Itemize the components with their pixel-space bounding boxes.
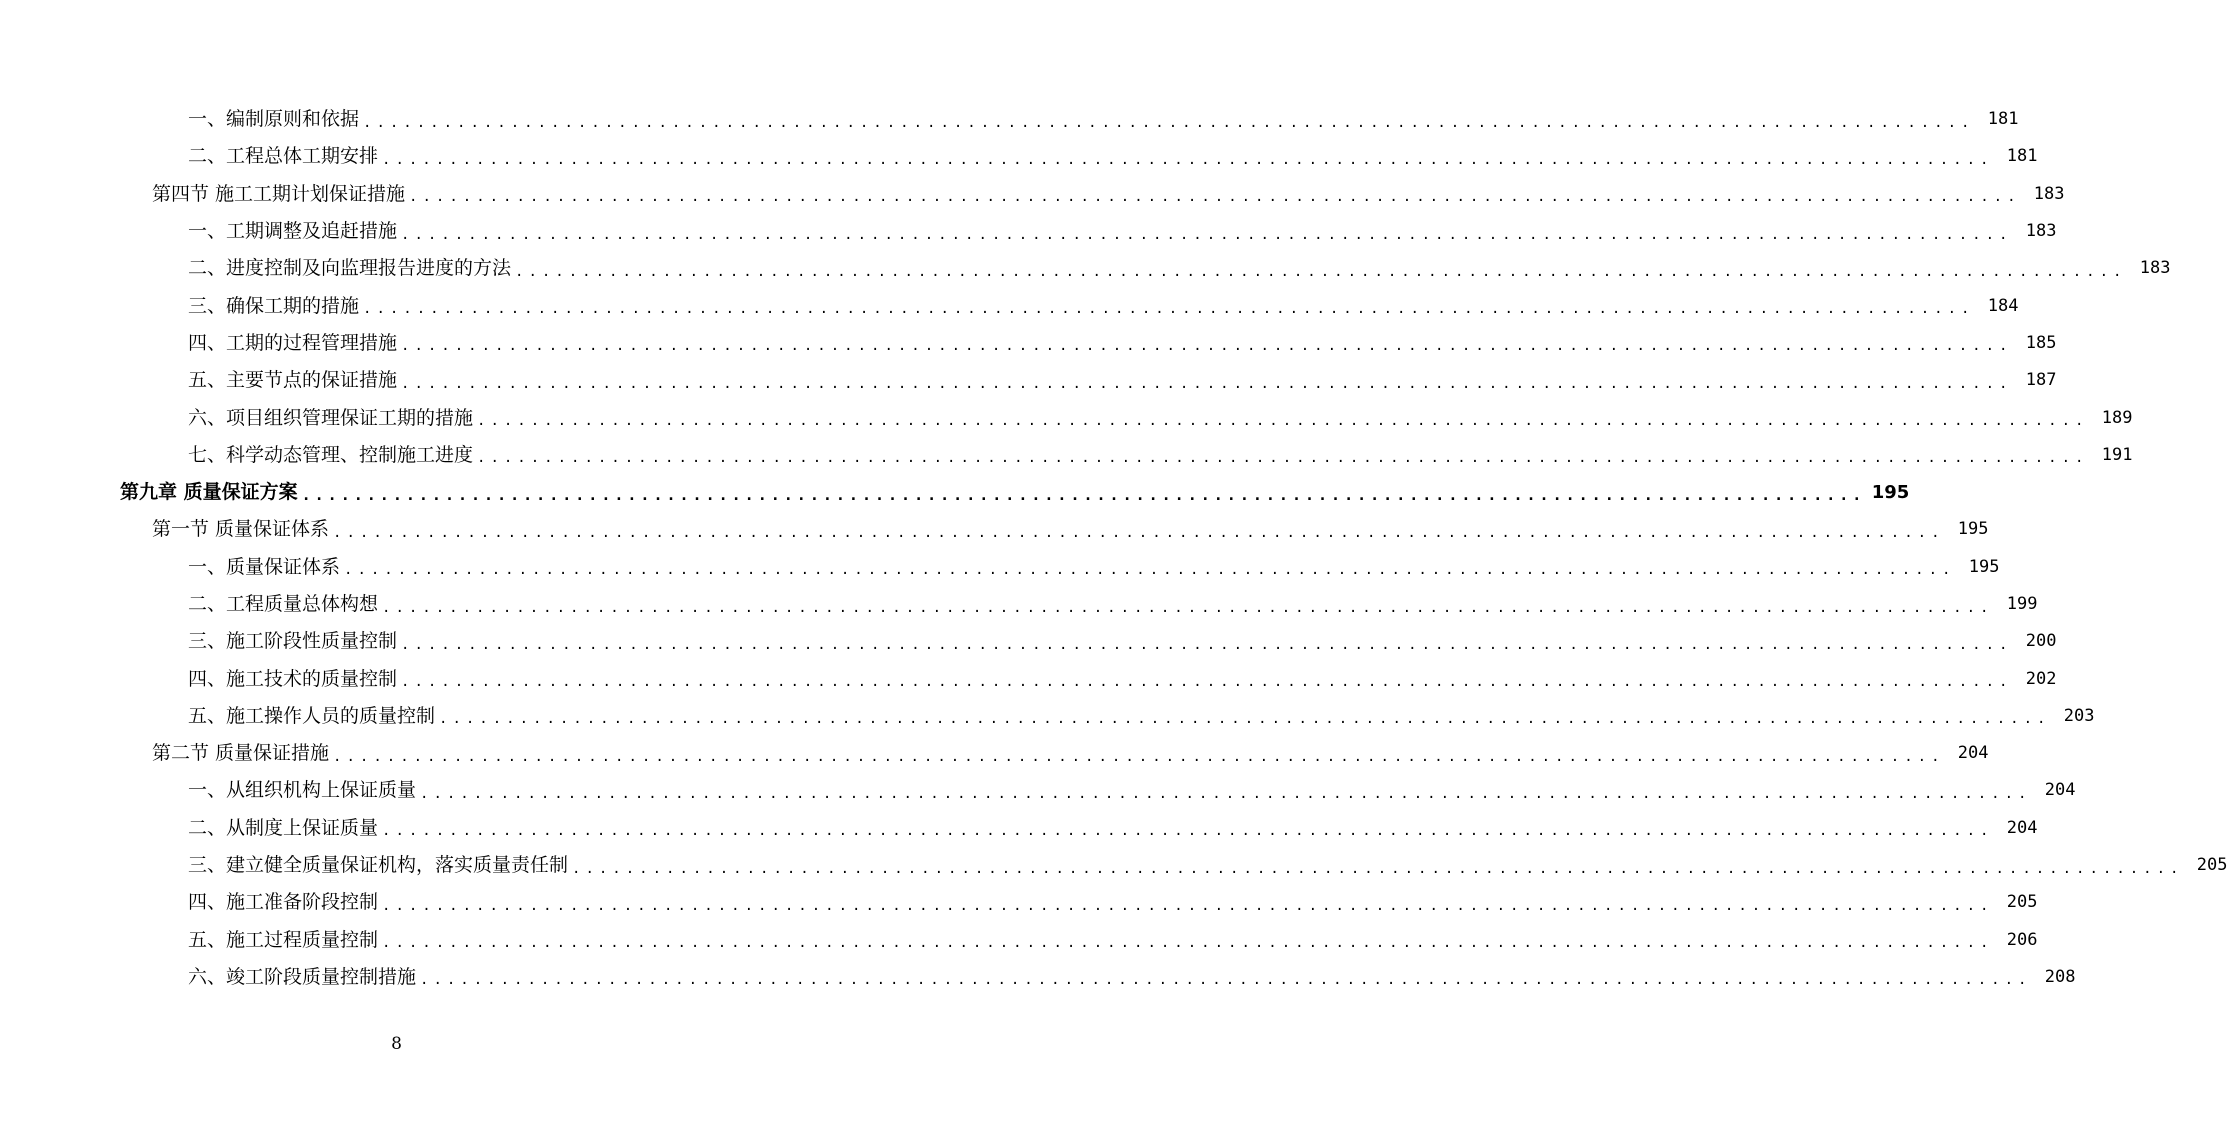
toc-leader-dots: ........................................................................................................................ <box>333 748 1945 765</box>
toc-entry-page: 200 <box>2025 631 2057 652</box>
toc-entry-page: 183 <box>2139 258 2171 279</box>
toc-entry-page: 205 <box>2196 855 2227 876</box>
toc-entry-page: 189 <box>2101 407 2133 428</box>
toc-entry-title: 五、施工过程质量控制 <box>188 928 379 951</box>
toc-entry-page: 204 <box>2006 817 2038 838</box>
toc-entry-title: 六、竣工阶段质量控制措施 <box>188 965 417 988</box>
toc-entry-page: 195 <box>1968 556 2000 577</box>
toc-leader-dots: ........................................................................................................................ <box>382 823 1994 840</box>
toc-entry-page: 203 <box>2063 705 2095 726</box>
toc-leader-dots: ........................................................................................................................ <box>382 935 1994 952</box>
toc-entry-title: 一、工期调整及追赶措施 <box>188 220 398 243</box>
toc-entry-title: 二、进度控制及向监理报告进度的方法 <box>188 257 512 280</box>
toc-entry-page: 206 <box>2006 929 2038 950</box>
toc-entry-item <box>0 362 2057 399</box>
toc-leader-dots: ........................................................................................................................ <box>301 486 1866 505</box>
toc-leader-dots: ........................................................................................................................ <box>382 151 1994 168</box>
toc-entry-title: 一、从组织机构上保证质量 <box>188 779 417 802</box>
toc-entry-title: 七、科学动态管理、控制施工进度 <box>188 443 474 466</box>
toc-entry-item <box>0 138 2038 175</box>
toc-entry-title: 第四节 施工工期计划保证措施 <box>152 182 406 205</box>
toc-entry-title: 二、从制度上保证质量 <box>188 816 379 839</box>
toc-entry-title: 四、施工技术的质量控制 <box>188 667 398 690</box>
toc-entry-item <box>0 810 2038 847</box>
toc-entry-page: 205 <box>2006 892 2038 913</box>
toc-entry-item <box>0 959 2076 996</box>
toc-entry-title: 四、工期的过程管理措施 <box>188 331 398 354</box>
toc-leader-dots: ........................................................................................................................ <box>401 338 2013 355</box>
toc-leader-dots: ........................................................................................................................ <box>477 450 2089 467</box>
toc-entry-page: 202 <box>2025 668 2057 689</box>
toc-entry-item <box>0 698 2095 735</box>
toc-entry-title: 五、施工操作人员的质量控制 <box>188 704 436 727</box>
toc-leader-dots: ........................................................................................................................ <box>401 226 2013 243</box>
toc-entry-page: 183 <box>2033 183 2065 204</box>
toc-entry-item <box>0 437 2133 474</box>
toc-leader-dots: ........................................................................................................................ <box>420 972 2032 989</box>
toc-entry-item <box>0 399 2133 436</box>
toc-entry-section <box>0 511 1989 548</box>
toc-entry-title: 一、质量保证体系 <box>188 555 341 578</box>
toc-entry-chapter <box>0 474 1910 511</box>
toc-entry-item <box>0 586 2038 623</box>
toc-leader-dots: ........................................................................................................................ <box>382 599 1994 616</box>
toc-leader-dots: ........................................................................................................................ <box>420 785 2032 802</box>
toc-entry-page: 181 <box>2006 146 2038 167</box>
toc-entry-page: 183 <box>2025 221 2057 242</box>
table-of-contents <box>0 101 2227 996</box>
toc-entry-section <box>0 735 1989 772</box>
toc-leader-dots: ........................................................................................................................ <box>515 263 2127 280</box>
toc-entry-title: 二、工程质量总体构想 <box>188 593 379 615</box>
toc-entry-item <box>0 250 2171 287</box>
toc-entry-page: 184 <box>1987 295 2019 316</box>
toc-entry-title: 四、施工准备阶段控制 <box>188 891 379 914</box>
toc-entry-title: 第一节 质量保证体系 <box>152 518 330 541</box>
toc-entry-page: 208 <box>2044 966 2076 987</box>
toc-leader-dots: ........................................................................................................................ <box>401 375 2013 392</box>
toc-entry-page: 195 <box>1957 519 1989 540</box>
toc-entry-item <box>0 922 2038 959</box>
page-number: 8 <box>391 1034 402 1054</box>
toc-entry-title: 六、项目组织管理保证工期的措施 <box>188 406 474 429</box>
toc-entry-page: 191 <box>2101 444 2133 465</box>
toc-leader-dots: ........................................................................................................................ <box>401 674 2013 691</box>
toc-leader-dots: ........................................................................................................................ <box>409 189 2021 206</box>
toc-entry-item <box>0 884 2038 921</box>
toc-entry-page: 199 <box>2006 594 2038 614</box>
toc-entry-title: 第二节 质量保证措施 <box>152 742 330 765</box>
toc-entry-page: 195 <box>1871 481 1910 503</box>
toc-entry-item <box>0 287 2019 324</box>
toc-entry-page: 185 <box>2025 332 2057 353</box>
toc-leader-dots: ........................................................................................................................ <box>401 636 2013 653</box>
toc-entry-item <box>0 325 2057 362</box>
toc-entry-item <box>0 623 2057 660</box>
toc-entry-item <box>0 549 2000 586</box>
toc-entry-page: 204 <box>1957 743 1989 764</box>
toc-entry-item <box>0 772 2076 809</box>
toc-entry-title: 五、主要节点的保证措施 <box>188 369 398 392</box>
toc-entry-title: 第九章 质量保证方案 <box>120 481 298 504</box>
toc-entry-item <box>0 101 2019 138</box>
toc-entry-section <box>0 176 2065 213</box>
toc-entry-page: 204 <box>2044 780 2076 801</box>
toc-leader-dots: ........................................................................................................................ <box>344 562 1956 579</box>
toc-entry-title: 一、编制原则和依据 <box>188 108 360 131</box>
toc-entry-title: 二、工程总体工期安排 <box>188 145 379 168</box>
toc-entry-item <box>0 847 2227 884</box>
toc-entry-item <box>0 213 2057 250</box>
toc-leader-dots: ........................................................................................................................ <box>363 301 1975 318</box>
toc-leader-dots: ........................................................................................................................ <box>572 860 2184 877</box>
toc-entry-page: 187 <box>2025 370 2057 391</box>
toc-entry-title: 三、施工阶段性质量控制 <box>188 630 398 653</box>
toc-entry-title: 三、建立健全质量保证机构，落实质量责任制 <box>188 854 569 877</box>
toc-leader-dots: ........................................................................................................................ <box>439 711 2051 728</box>
toc-entry-page: 181 <box>1987 109 2019 130</box>
toc-entry-title: 三、确保工期的措施 <box>188 294 360 317</box>
toc-leader-dots: ........................................................................................................................ <box>363 114 1975 131</box>
toc-entry-item <box>0 660 2057 697</box>
toc-leader-dots: ........................................................................................................................ <box>477 413 2089 430</box>
toc-leader-dots: ........................................................................................................................ <box>382 897 1994 914</box>
toc-leader-dots: ........................................................................................................................ <box>333 524 1945 541</box>
